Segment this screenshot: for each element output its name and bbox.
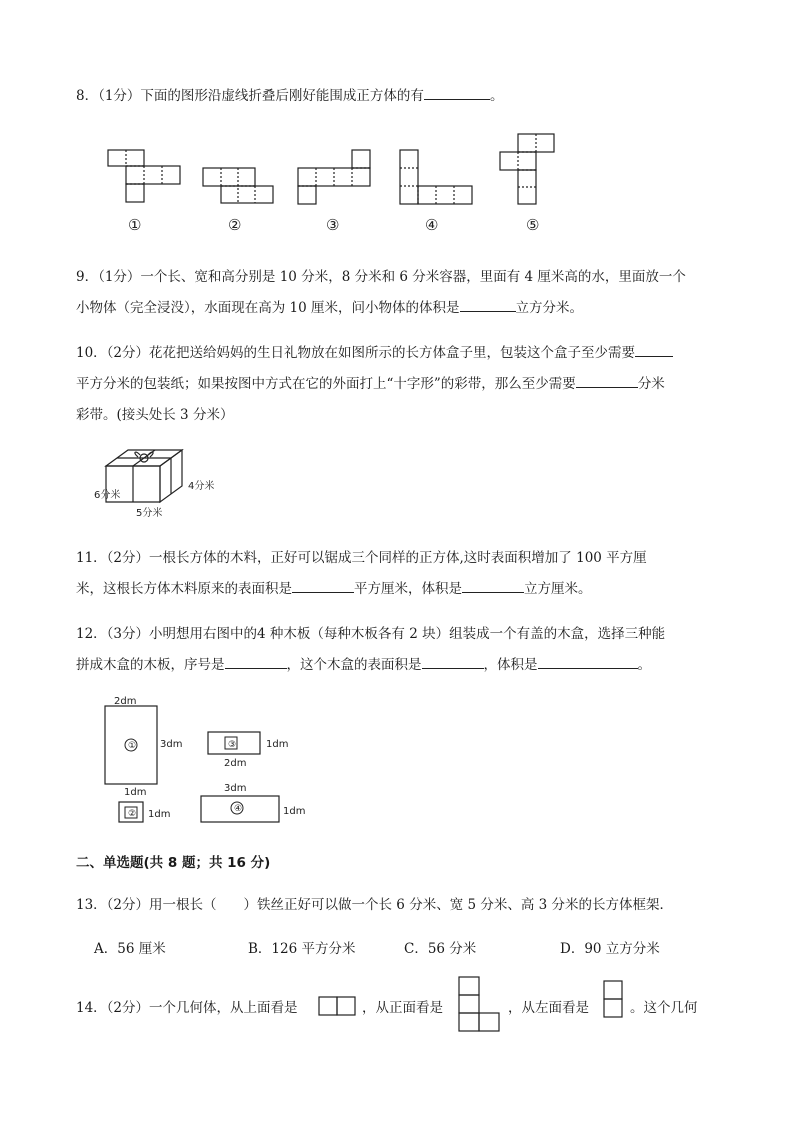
board-label: 1dm [283, 806, 306, 817]
net-3 [298, 150, 370, 204]
choice-d[interactable]: D．90 立方分米 [560, 941, 660, 957]
board-id: ③ [228, 740, 237, 750]
question-14-part-2: ，从正面看是 [362, 1000, 443, 1016]
question-14-part-4: 。这个几何 [630, 1000, 698, 1016]
answer-blank[interactable] [225, 654, 287, 669]
net-5 [500, 134, 554, 204]
answer-blank[interactable] [635, 342, 673, 357]
question-10-line-2: 平方分米的包装纸；如果按图中方式在它的外面打上“十字形”的彩带，那么至少需要 分米 [76, 372, 665, 392]
board-label: 3dm [224, 783, 247, 794]
top-view-icon [318, 996, 356, 1016]
choice-c[interactable]: C．56 分米 [404, 941, 477, 957]
board-label: 1dm [148, 809, 171, 820]
board-label: 1dm [124, 787, 147, 798]
question-11-line-2: 米，这根长方体木料原来的表面积是 平方厘米，体积是 立方厘米。 [76, 577, 592, 597]
gift-box-figure [92, 444, 242, 524]
left-view-icon [603, 980, 625, 1020]
net-label: ① [128, 216, 142, 234]
width-label: 6分米 [94, 490, 121, 501]
net-2 [203, 168, 273, 203]
answer-blank[interactable] [462, 578, 524, 593]
choice-b[interactable]: B．126 平方分米 [248, 941, 356, 957]
question-10-line-3: 彩带。(接头处长 3 分米） [76, 407, 234, 423]
question-14-part-3: ，从左面看是 [508, 1000, 589, 1016]
answer-blank[interactable] [422, 654, 484, 669]
answer-blank[interactable] [576, 373, 638, 388]
answer-blank[interactable] [538, 654, 638, 669]
net-label: ② [228, 216, 242, 234]
net-label: ⑤ [526, 216, 540, 234]
wood-boards-figure [100, 694, 320, 830]
net-1 [108, 150, 180, 202]
board-id: ① [128, 741, 137, 751]
net-label: ③ [326, 216, 340, 234]
board-id: ② [128, 809, 137, 819]
question-12-line-1: 12．（3分）小明想用右图中的4 种木板（每种木板各有 2 块）组装成一个有盖的木盒，选择三种能 [76, 626, 666, 642]
net-4 [400, 150, 472, 204]
net-label: ④ [425, 216, 439, 234]
board-label: 2dm [224, 758, 247, 769]
question-9-line-2: 小物体（完全浸没），水面现在高为 10 厘米，问小物体的体积是 立方分米。 [76, 296, 583, 316]
board-label: 2dm [114, 696, 137, 707]
answer-blank[interactable] [424, 85, 490, 100]
question-12-line-2: 拼成木盒的木板，序号是 ，这个木盒的表面积是 ，体积是 。 [76, 653, 651, 673]
cube-nets-figure [100, 128, 570, 238]
choice-a[interactable]: A．56 厘米 [94, 941, 166, 957]
answer-blank[interactable] [460, 297, 516, 312]
board-label: 1dm [266, 739, 289, 750]
section-title: 二、单选题(共 8 题；共 16 分) [76, 855, 271, 871]
length-label: 5分米 [136, 508, 163, 519]
answer-blank[interactable] [292, 578, 354, 593]
question-9-line-1: 9．（1分）一个长、宽和高分别是 10 分米，8 分米和 6 分米容器，里面有 4 厘米高的水，里面放一个 [76, 269, 686, 285]
board-label: 3dm [160, 739, 183, 750]
question-14: 14．（2分）一个几何体，从上面看是 [76, 1000, 298, 1016]
board-id: ④ [234, 804, 243, 814]
question-13: 13．（2分）用一根长（ ）铁丝正好可以做一个长 6 分米、宽 5 分米、高 3 分米的长方体框架． [76, 897, 674, 913]
height-label: 4分米 [188, 481, 215, 492]
question-11-line-1: 11．（2分）一根长方体的木料，正好可以锯成三个同样的正方体,这时表面积增加了 100 平方厘 [76, 550, 647, 566]
front-view-icon [458, 976, 500, 1034]
q8-text: 8．（1分）下面的图形沿虚线折叠后刚好能围成正方体的有 [76, 88, 424, 104]
question-10-line-1: 10．（2分）花花把送给妈妈的生日礼物放在如图所示的长方体盒子里，包装这个盒子至少需要 [76, 341, 673, 361]
question-8: 8．（1分）下面的图形沿虚线折叠后刚好能围成正方体的有 。 [76, 84, 503, 104]
